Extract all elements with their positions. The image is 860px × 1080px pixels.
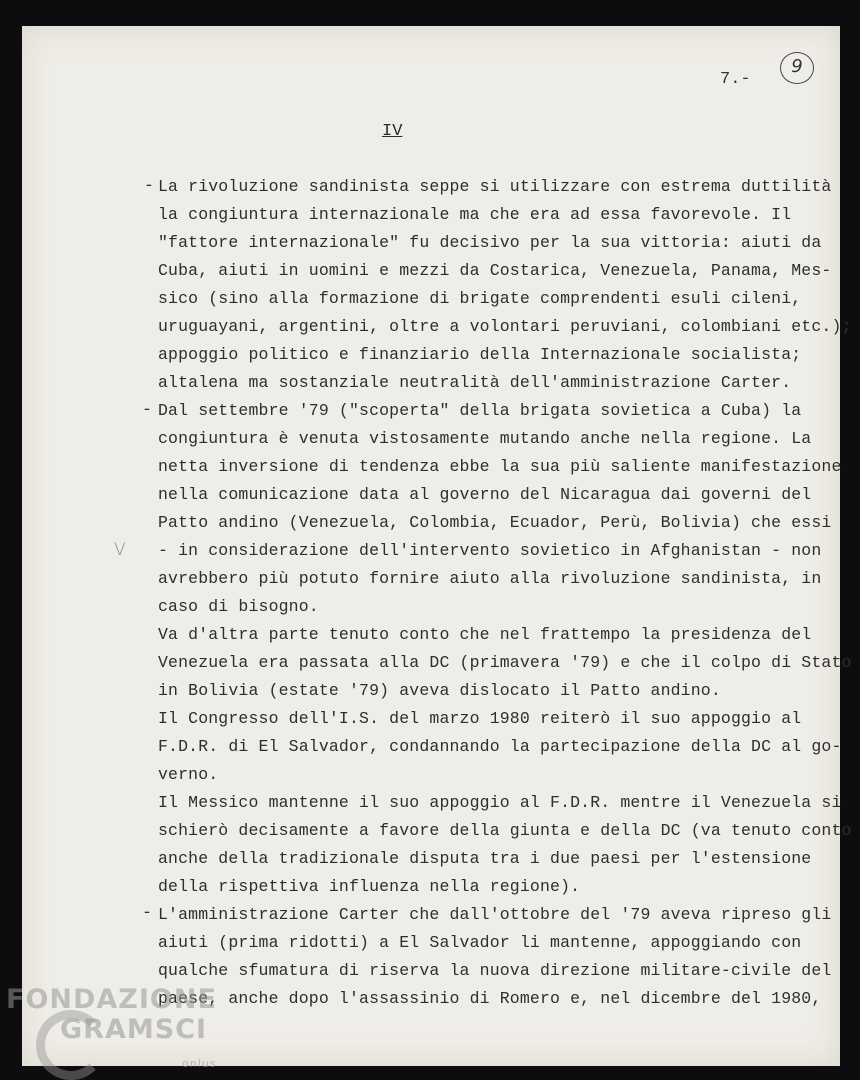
text-line: Venezuela era passata alla DC (primavera '79) e che il colpo di Stato bbox=[158, 653, 852, 672]
text-line: anche della tradizionale disputa tra i due paesi per l'estensione bbox=[158, 849, 812, 868]
text-line: uruguayani, argentini, oltre a volontari peruviani, colombiani etc.); bbox=[158, 317, 852, 336]
text-line: - in considerazione dell'intervento sovietico in Afghanistan - non bbox=[158, 541, 822, 560]
text-line: Il Messico mantenne il suo appoggio al F.D.R. mentre il Venezuela si bbox=[158, 793, 842, 812]
text-line: nella comunicazione data al governo del Nicaragua dai governi del bbox=[158, 485, 812, 504]
section-heading: IV bbox=[382, 122, 403, 141]
watermark-onlus: onlus bbox=[182, 1057, 217, 1070]
text-line: aiuti (prima ridotti) a El Salvador li mantenne, appoggiando con bbox=[158, 933, 802, 952]
text-line: in Bolivia (estate '79) aveva dislocato il Patto andino. bbox=[158, 681, 721, 700]
text-line: appoggio politico e finanziario della Internazionale socialista; bbox=[158, 345, 802, 364]
page-number: 7.- bbox=[720, 70, 751, 89]
text-line: "fattore internazionale" fu decisivo per la sua vittoria: aiuti da bbox=[158, 233, 822, 252]
text-line: sico (sino alla formazione di brigate comprendenti esuli cileni, bbox=[158, 289, 802, 308]
text-line: caso di bisogno. bbox=[158, 597, 319, 616]
bullet-dash: - bbox=[142, 903, 152, 922]
text-line: L'amministrazione Carter che dall'ottobre del '79 aveva ripreso gli bbox=[158, 905, 832, 924]
text-line: netta inversione di tendenza ebbe la sua più saliente manifestazione bbox=[158, 457, 842, 476]
text-line: schierò decisamente a favore della giunta e della DC (va tenuto conto bbox=[158, 821, 852, 840]
text-line: avrebbero più potuto fornire aiuto alla rivoluzione sandinista, in bbox=[158, 569, 822, 588]
text-line: F.D.R. di El Salvador, condannando la partecipazione della DC al go- bbox=[158, 737, 842, 756]
text-line: Cuba, aiuti in uomini e mezzi da Costarica, Venezuela, Panama, Mes- bbox=[158, 261, 832, 280]
margin-check-mark: V bbox=[114, 540, 126, 560]
text-line: Il Congresso dell'I.S. del marzo 1980 reiterò il suo appoggio al bbox=[158, 709, 802, 728]
text-line: della rispettiva influenza nella regione). bbox=[158, 877, 581, 896]
folio-number-circled: 9 bbox=[780, 52, 814, 84]
bullet-dash: - bbox=[144, 176, 154, 195]
text-line: la congiuntura internazionale ma che era ad essa favorevole. Il bbox=[158, 205, 792, 224]
text-line: Va d'altra parte tenuto conto che nel frattempo la presidenza del bbox=[158, 625, 812, 644]
text-line: paese, anche dopo l'assassinio di Romero e, nel dicembre del 1980, bbox=[158, 989, 822, 1008]
text-line: verno. bbox=[158, 765, 219, 784]
text-line: altalena ma sostanziale neutralità dell'amministrazione Carter. bbox=[158, 373, 792, 392]
text-line: Patto andino (Venezuela, Colombia, Ecuador, Perù, Bolivia) che essi bbox=[158, 513, 832, 532]
text-line: qualche sfumatura di riserva la nuova direzione militare-civile del bbox=[158, 961, 832, 980]
text-line: La rivoluzione sandinista seppe si utilizzare con estrema duttilità bbox=[158, 177, 832, 196]
text-line: congiuntura è venuta vistosamente mutando anche nella regione. La bbox=[158, 429, 812, 448]
bullet-dash: - bbox=[142, 400, 152, 419]
watermark-line: FONDAZIONE bbox=[6, 984, 217, 1015]
text-line: Dal settembre '79 ("scoperta" della brigata sovietica a Cuba) la bbox=[158, 401, 802, 420]
watermark bbox=[6, 984, 217, 1070]
watermark-line: GRAMSCI bbox=[60, 1014, 208, 1045]
